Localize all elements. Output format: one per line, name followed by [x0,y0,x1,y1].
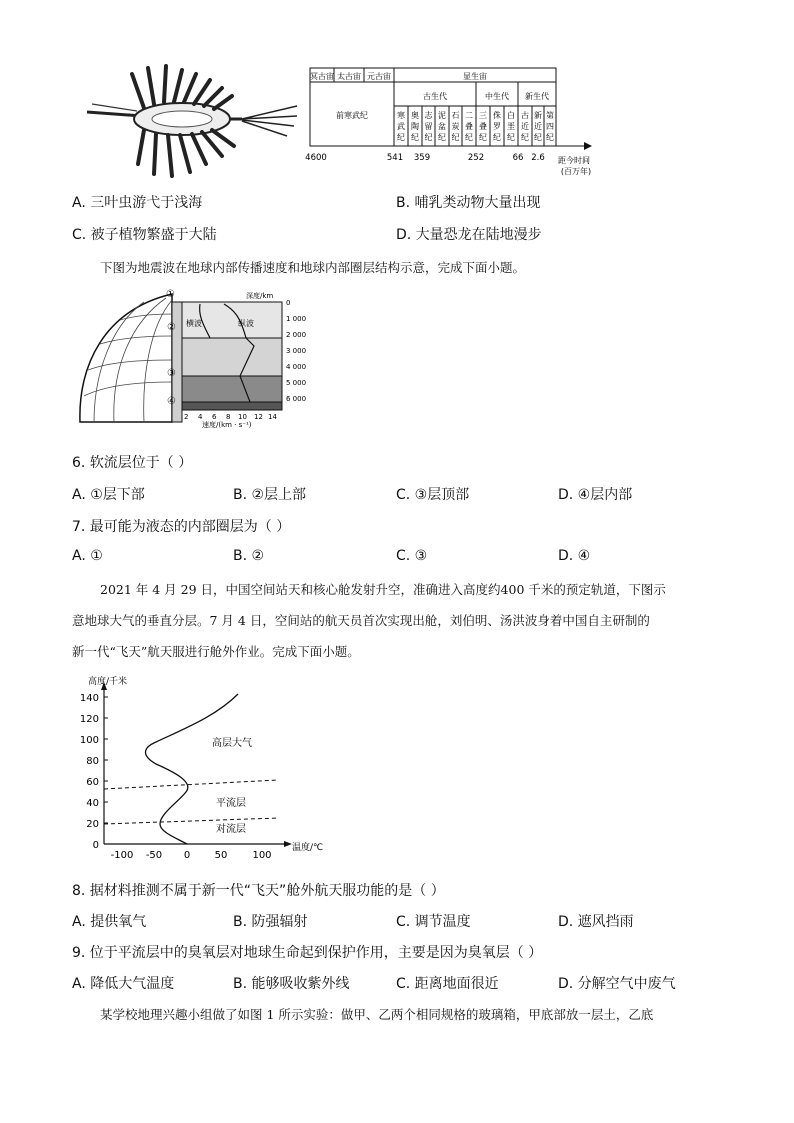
period-0-char-0: 寒 [397,111,405,120]
depth-tick-1000: 1 000 [286,315,307,323]
q6-option-b: B. ②层上部 [233,487,307,503]
depth-tick-2000: 2 000 [286,331,307,339]
period-10-char-0: 新 [534,111,542,120]
fossil-drawing [82,64,302,180]
q6-stem: 6. 软流层位于（ ） [72,455,193,471]
period-6-char-2: 纪 [479,133,487,142]
q7-option-c: C. ③ [396,548,428,564]
period-7-char-2: 纪 [493,133,501,142]
tick-541: 541 [386,153,404,163]
period-1-char-2: 纪 [411,133,419,142]
period-7-char-0: 侏 [493,111,501,120]
period-6-char-0: 三 [479,111,487,120]
era-cenozoic: 新生代 [525,92,549,101]
period-4-char-0: 石 [451,111,460,120]
intro-earthquake: 下图为地震波在地球内部传播速度和地球内部圈层结构示意，完成下面小题。 [100,260,526,275]
q5-option-c: C. 被子植物繁盛于大陆 [72,227,217,243]
speed-axis-label: 速度/(km · s⁻¹) [202,421,252,429]
period-4-char-2: 纪 [451,133,460,142]
tick-2-6: 2.6 [531,153,545,163]
y-axis-title: 高度/千米 [88,677,128,687]
tick-66: 66 [512,153,524,163]
eon-proterozoic: 元古宙 [367,72,391,81]
temperature-curve [146,694,239,844]
y-tick-20: 20 [86,819,99,830]
era-paleozoic: 古生代 [423,92,447,101]
speed-tick-10: 10 [238,413,247,421]
geologic-timeline [304,62,596,186]
speed-tick-14: 14 [268,413,277,421]
precambrian-label: 前寒武纪 [336,111,368,120]
layer-mark-3: ③ [167,368,176,379]
atmosphere-profile-chart [66,672,336,860]
q8-option-d: D. 遮风挡雨 [558,914,634,930]
x-tick-0: 0 [183,850,191,861]
period-2-char-2: 纪 [424,133,433,142]
label-stratosphere: 平流层 [216,798,246,809]
tick-359: 359 [413,153,431,163]
x-tick-100: 100 [252,850,272,861]
y-tick-120: 120 [79,714,99,725]
q6-option-d: D. ④层内部 [558,487,633,503]
q6-option-a: A. ①层下部 [72,487,145,503]
depth-axis-title: 深度/km [246,292,274,300]
period-5-char-1: 叠 [465,122,473,131]
period-5-char-0: 二 [465,111,473,120]
axis-label-time: 距今时间 [558,156,590,165]
period-10-char-2: 纪 [534,133,542,142]
period-8-char-2: 纪 [507,133,515,142]
q9-stem: 9. 位于平流层中的臭氧层对地球生命起到保护作用，主要是因为臭氧层（ ） [72,945,543,961]
axis-label-unit: (百万年) [560,167,592,176]
period-11-char-1: 四 [546,122,554,131]
period-6-char-1: 叠 [479,122,487,131]
y-tick-140: 140 [79,693,99,704]
label-troposphere: 对流层 [216,824,246,835]
period-11-char-2: 纪 [546,133,554,142]
x-tick-minus-100: -100 [110,850,134,861]
q6-option-c: C. ③层顶部 [396,487,470,503]
earth-interior-figure [74,286,307,429]
x-tick-minus-50: -50 [145,850,163,861]
depth-tick-0: 0 [286,299,291,307]
period-10-char-1: 近 [534,122,542,131]
y-tick-80: 80 [86,756,99,767]
tick-4600: 4600 [305,153,327,163]
period-8-char-0: 白 [507,111,515,120]
q9-option-d: D. 分解空气中废气 [558,976,676,992]
period-0-char-1: 武 [397,122,405,131]
period-1-char-0: 奥 [411,111,419,120]
y-tick-40: 40 [86,798,99,809]
period-9-char-0: 古 [521,111,529,120]
q7-stem: 7. 最可能为液态的内部圈层为（ ） [72,519,291,535]
q9-option-b: B. 能够吸收紫外线 [233,976,350,992]
period-3-char-2: 纪 [438,133,446,142]
q8-option-b: B. 防强辐射 [233,914,308,930]
depth-tick-6000: 6 000 [286,395,307,403]
tick-252: 252 [467,153,485,163]
period-11-char-0: 第 [546,111,554,120]
x-tick-50: 50 [214,850,228,861]
stratopause-line [104,780,278,789]
period-3-char-1: 盆 [438,122,446,131]
y-tick-100: 100 [79,735,99,746]
label-upper-atmosphere: 高层大气 [212,738,252,749]
eon-phanerozoic: 显生宙 [463,72,487,81]
depth-tick-3000: 3 000 [286,347,307,355]
intro-space-line-1: 2021 年 4 月 29 日，中国空间站天和核心舱发射升空，准确进入高度约400 千米的预定轨道，下图示 [100,582,666,597]
intro-space-line-3: 新一代“飞天”航天服进行舱外作业。完成下面小题。 [72,644,360,659]
q5-option-d: D. 大量恐龙在陆地漫步 [396,227,542,243]
layer-mark-4: ④ [167,396,176,407]
q8-stem: 8. 据材料推测不属于新一代“飞天”舱外航天服功能的是（ ） [72,883,445,899]
tropopause-line [104,818,278,824]
speed-tick-8: 8 [226,413,231,421]
intro-experiment: 某学校地理兴趣小组做了如图 1 所示实验：做甲、乙两个相同规格的玻璃箱，甲底部放一层土，乙底 [100,1007,654,1022]
layer-mark-1: ① [166,289,175,300]
depth-tick-5000: 5 000 [286,379,307,387]
period-9-char-2: 纪 [521,133,529,142]
s-wave-label: 横波 [186,319,202,328]
period-9-char-1: 近 [521,122,529,131]
period-5-char-2: 纪 [465,133,473,142]
layer-mark-2: ② [167,322,176,333]
q7-option-a: A. ① [72,548,103,564]
period-4-char-1: 炭 [451,122,460,131]
speed-tick-6: 6 [212,413,217,421]
period-2-char-0: 志 [424,111,433,120]
era-mesozoic: 中生代 [485,92,509,101]
q8-option-c: C. 调节温度 [396,914,471,930]
speed-tick-12: 12 [254,413,263,421]
p-wave-label: 纵波 [238,319,254,328]
q9-option-a: A. 降低大气温度 [72,976,175,992]
speed-tick-4: 4 [198,413,203,421]
y-tick-60: 60 [86,777,99,788]
q5-option-a: A. 三叶虫游弋于浅海 [72,195,203,211]
period-0-char-2: 纪 [397,133,405,142]
speed-tick-2: 2 [184,413,189,421]
x-axis-title: 温度/℃ [292,843,324,853]
period-8-char-1: 垩 [507,122,515,131]
intro-space-line-2: 意地球大气的垂直分层。7 月 4 日，空间站的航天员首次实现出舱，刘伯明、汤洪波身着中国自主研制的 [72,613,650,628]
q9-option-c: C. 距离地面很近 [396,976,499,992]
q5-option-b: B. 哺乳类动物大量出现 [396,195,541,211]
period-1-char-1: 陶 [411,122,419,131]
eon-hadean: 冥古宙 [310,72,334,81]
y-tick-0: 0 [92,840,99,851]
q7-option-b: B. ② [233,548,265,564]
eon-archean: 太古宙 [337,72,361,81]
q8-option-a: A. 提供氧气 [72,914,147,930]
depth-tick-4000: 4 000 [286,363,307,371]
period-3-char-0: 泥 [438,111,446,120]
period-2-char-1: 留 [424,122,433,131]
q7-option-d: D. ④ [558,548,591,564]
period-7-char-1: 罗 [493,122,501,131]
